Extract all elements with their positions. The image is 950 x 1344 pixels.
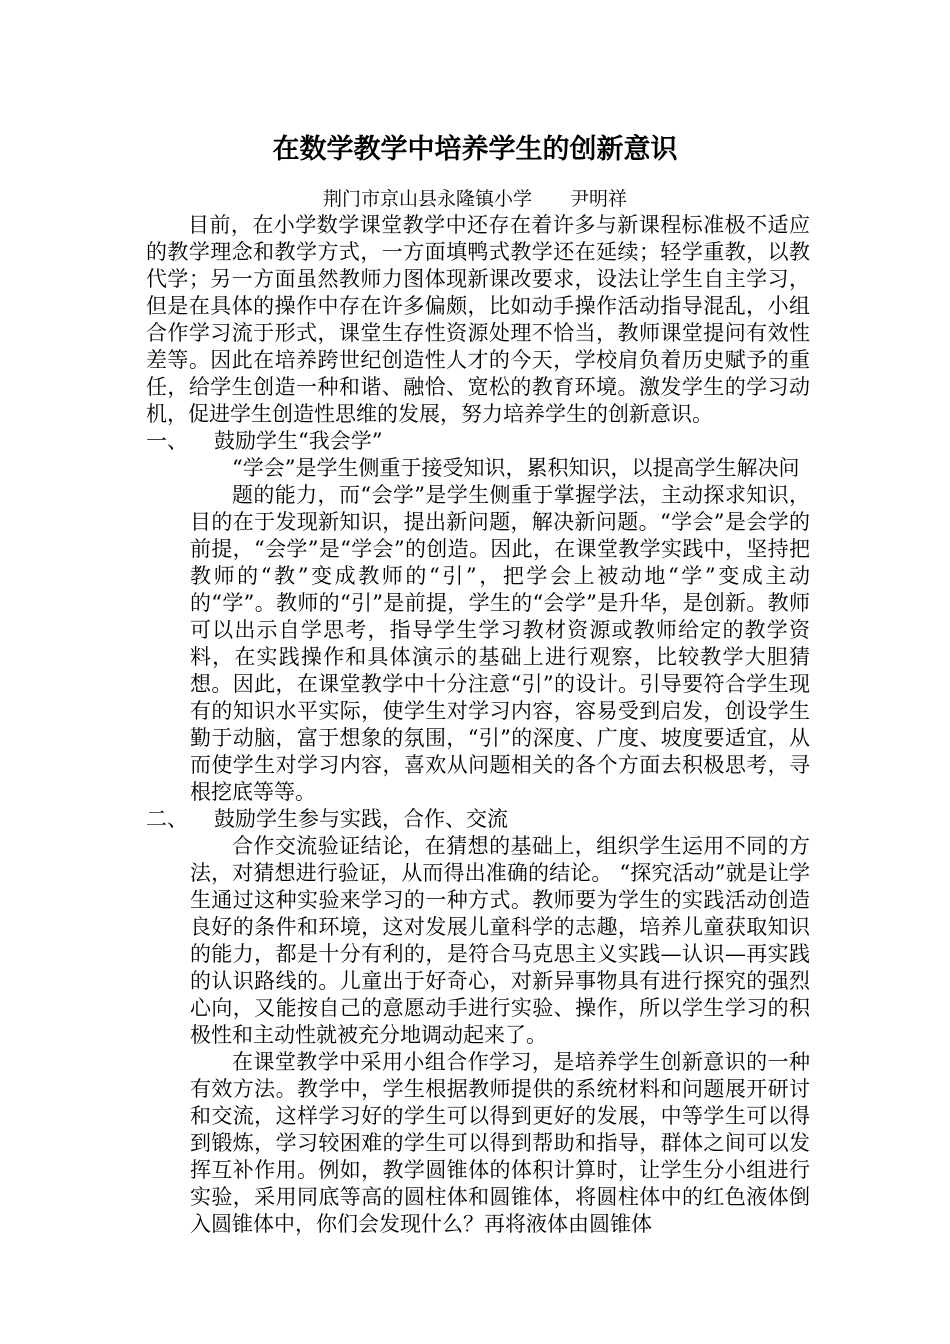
document-body <box>146 212 810 1238</box>
section2-paragraph-2: 在课堂教学中采用小组合作学习，是培养学生创新意识的一种有效方法。教学中，学生根据教师提供的系统材料和问题展开研讨和交流，这样学习好的学生可以得到更好的发展，中等学生可以得到锻炼，学习较困难的学生可以得到帮助和指导，群体之间可以发挥互补作用。例如，教学圆锥体的体积计算时，让学生分小组进行实验，采用同底等高的圆柱体和圆锥体，将圆柱体中的红色液体倒入圆锥体中，你们会发现什么？再将液体由圆锥体 <box>190 1050 810 1236</box>
section2-paragraph-1: 合作交流验证结论，在猜想的基础上，组织学生运用不同的方法，对猜想进行验证，从而得出准确的结论。 “探究活动”就是让学生通过这种实验来学习的一种方式。教师要为学生的实践活动创造良好的条件和环境，这对发展儿童科学的志趣，培养儿童获取知识的能力，都是十分有利的，是符合马克思主义实践—认识—再实践的认识路线的。儿童出于好奇心，对新异事物具有进行探究的强烈心向，又能按自己的意愿动手进行实验、操作，所以学生学习的积极性和主动性就被充分地调动起来了。 <box>190 834 810 1047</box>
section-number-1: 一、 <box>146 429 188 453</box>
section1-paragraph-2: 题的能力，而“会学”是学生侧重于掌握学法，主动探求知识，目的在于发现新知识，提出新问题，解决新问题。“学会”是会学的前提，“会学”是“学会”的创造。因此，在课堂教学实践中，坚持把教师的“教”变成教师的“引”，把学会上被动地“学”变成主动的“学”。教师的“引”是前提，学生的“会学”是升华，是创新。教师可以出示自学思考，指导学生学习教材资源或教师给定的教学资料，在实践操作和具体演示的基础上进行观察，比较教学大胆猜想。因此，在课堂教学中十分注意“引”的设计。引导要符合学生现有的知识水平实际，使学生对学习内容，容易受到启发，创设学生勤于动脑，富于想象的氛围，“引”的深度、广度、坡度要适宜，从而使学生对学习内容，喜欢从问题相关的各个方面去积极思考，寻根挖底等等。 <box>190 483 810 804</box>
author-organization: 荆门市京山县永隆镇小学 <box>322 188 532 210</box>
document-title: 在数学教学中培养学生的创新意识 <box>272 134 678 165</box>
section-title-2: 鼓励学生参与实践，合作、交流 <box>214 807 508 831</box>
section1-paragraph-1: “学会”是学生侧重于接受知识，累积知识，以提高学生解决问 <box>232 456 800 480</box>
section-title-1: 鼓励学生“我会学” <box>214 429 383 453</box>
section-heading-1 <box>146 428 810 455</box>
author-name: 尹明祥 <box>570 188 628 210</box>
author-line <box>0 186 950 212</box>
intro-paragraph: 目前，在小学数学课堂教学中还存在着许多与新课程标准极不适应的教学理念和教学方式，一方面填鸭式教学还在延续；轻学重教，以教代学；另一方面虽然教师力图体现新课改要求，设法让学生自主学习，但是在具体的操作中存在许多偏颇，比如动手操作活动指导混乱，小组合作学习流于形式，课堂生存性资源处理不恰当，教师课堂提问有效性差等。因此在培养跨世纪创造性人才的今天，学校肩负着历史赋予的重任，给学生创造一种和谐、融恰、宽松的教育环境。激发学生的学习动机，促进学生创造性思维的发展，努力培养学生的创新意识。 <box>146 213 810 426</box>
section-heading-2 <box>146 806 810 833</box>
section-number-2: 二、 <box>146 807 188 831</box>
